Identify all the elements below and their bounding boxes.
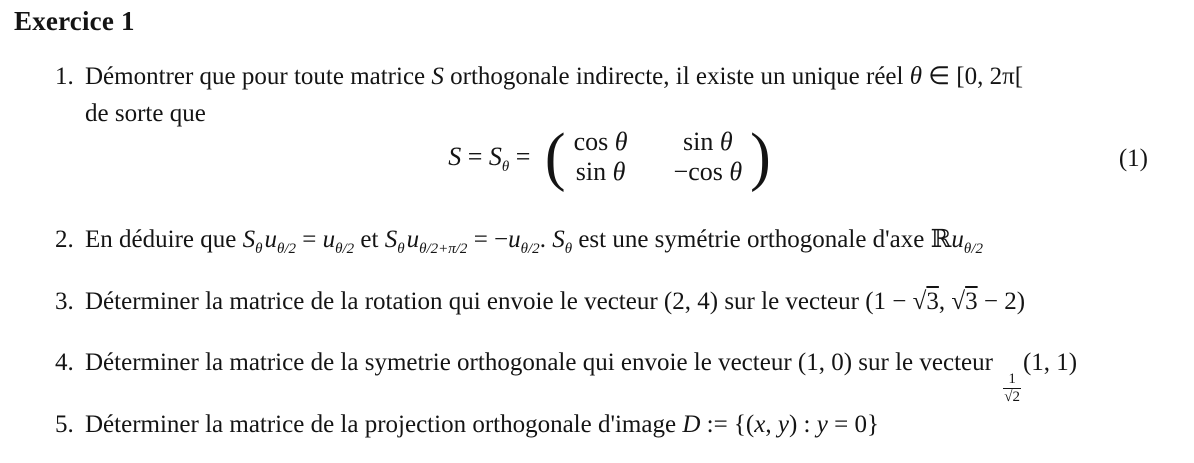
fraction-one-over-sqrt2: [1003, 371, 1021, 406]
math-open-paren: (1 −: [865, 288, 913, 315]
item-1-line-1: [55, 58, 1174, 95]
math-var-u: u: [322, 226, 336, 253]
math-var-D: D: [682, 411, 701, 438]
matrix-cell-11: [674, 157, 743, 187]
radicand-2: 2: [1012, 388, 1020, 405]
radicand-3: 3: [926, 288, 939, 315]
matrix-cell-01: [674, 127, 743, 157]
math-var-y: y: [777, 411, 789, 438]
exercise-title: Exercice 1: [14, 6, 135, 36]
radical-sign: √: [951, 288, 966, 315]
math-var-theta: θ: [909, 63, 923, 90]
math-blackboard-R: ℝ: [930, 224, 952, 253]
exercise-item-3: [55, 283, 1174, 320]
rotation-matrix: [544, 120, 771, 194]
text-segment: sur le vecteur: [718, 288, 866, 315]
math-such-that: ) :: [788, 411, 817, 438]
math-defined-as: := {(: [700, 411, 755, 438]
text-segment: Déterminer la matrice de la symetrie orthogonale qui envoie le vecteur: [85, 349, 798, 376]
math-subscript-theta: θ: [564, 241, 573, 257]
math-var-S-theta: S: [488, 142, 502, 171]
item-1-number: 1.: [55, 63, 74, 90]
text-segment: et: [354, 226, 385, 253]
math-vector-1-0: (1, 0): [797, 349, 853, 376]
math-subscript-theta: θ: [501, 159, 510, 176]
equation-left-side: [448, 142, 537, 176]
comma: ,: [938, 288, 952, 315]
right-parenthesis: ): [750, 120, 771, 194]
matrix-cell-00: [574, 127, 628, 157]
math-subscript-theta-half: θ/2: [335, 241, 355, 257]
math-var-u: u: [951, 226, 964, 253]
math-fn-sin: sin: [575, 157, 613, 186]
math-fn-sin: sin: [683, 127, 720, 156]
exercise-item-5: [55, 406, 1174, 443]
equals-sign: =: [509, 142, 537, 171]
math-subscript-theta-half: θ/2: [520, 241, 540, 257]
text-segment: sur le vecteur: [852, 349, 1000, 376]
math-fn-cos: cos: [573, 127, 615, 156]
text-segment: de sorte que: [85, 100, 206, 127]
period: .: [539, 226, 553, 253]
math-var-u: u: [264, 226, 277, 253]
math-var-u: u: [508, 226, 521, 253]
text-segment: Déterminer la matrice de la projection orthogonale d'image: [85, 411, 683, 438]
math-var-S: S: [552, 226, 565, 253]
text-segment: est une symétrie orthogonale d'axe: [572, 226, 931, 253]
math-var-S: S: [448, 142, 462, 171]
fraction-numerator: 1: [1008, 371, 1016, 387]
matrix-cell-10: [574, 157, 628, 187]
exercise-item-4: [55, 344, 1174, 406]
math-var-y: y: [816, 411, 828, 438]
left-parenthesis: (: [544, 120, 566, 194]
item-5-number: 5.: [55, 411, 74, 438]
text-segment: En déduire que: [85, 226, 243, 253]
text-segment: orthogonale indirecte, il existe un unique réel: [443, 63, 910, 90]
math-subscript-theta-half: θ/2: [276, 241, 297, 257]
math-var-S: S: [242, 226, 256, 253]
math-var-theta: θ: [614, 127, 628, 156]
radicand-3: 3: [965, 288, 978, 315]
item-2-number: 2.: [55, 226, 74, 253]
math-var-theta: θ: [729, 157, 743, 186]
math-subscript-theta-half-plus: θ/2+π/2: [419, 241, 468, 257]
text-segment: Démontrer que pour toute matrice: [85, 63, 432, 90]
math-var-theta: θ: [719, 127, 733, 156]
radical-sign: √: [1004, 388, 1013, 405]
math-close-paren: − 2): [977, 288, 1026, 315]
math-var-u: u: [406, 226, 420, 253]
math-vector-1-1: (1, 1): [1022, 349, 1078, 376]
equation-number: (1): [1118, 145, 1148, 172]
math-vector-2-4: (2, 4): [663, 288, 719, 315]
exercise-item-2: [55, 220, 1174, 258]
math-interval: ∈ [0, 2π[: [922, 63, 1024, 90]
math-subscript-theta: θ: [255, 241, 263, 257]
equation-1: [85, 120, 1134, 194]
fraction-denominator: [1003, 388, 1021, 406]
equals-sign: =: [461, 142, 489, 171]
radical-sign: √: [912, 288, 927, 315]
equals-minus-sign: = −: [467, 226, 509, 253]
item-3-number: 3.: [55, 288, 74, 315]
exercise-item-1: [55, 58, 1174, 132]
math-subscript-theta-half: θ/2: [963, 241, 983, 257]
math-subscript-theta: θ: [397, 241, 405, 257]
item-4-number: 4.: [55, 349, 74, 376]
math-var-S: S: [384, 226, 398, 253]
math-var-x: x: [754, 411, 766, 438]
math-var-theta: θ: [612, 157, 626, 186]
matrix-cells: [574, 127, 743, 187]
comma: ,: [765, 411, 778, 438]
text-segment: Déterminer la matrice de la rotation qui envoie le vecteur: [85, 288, 664, 315]
equals-sign: =: [296, 226, 323, 253]
math-var-S: S: [431, 63, 444, 90]
math-equals-zero: = 0}: [827, 411, 879, 438]
math-fn-neg-cos: −cos: [673, 157, 730, 186]
